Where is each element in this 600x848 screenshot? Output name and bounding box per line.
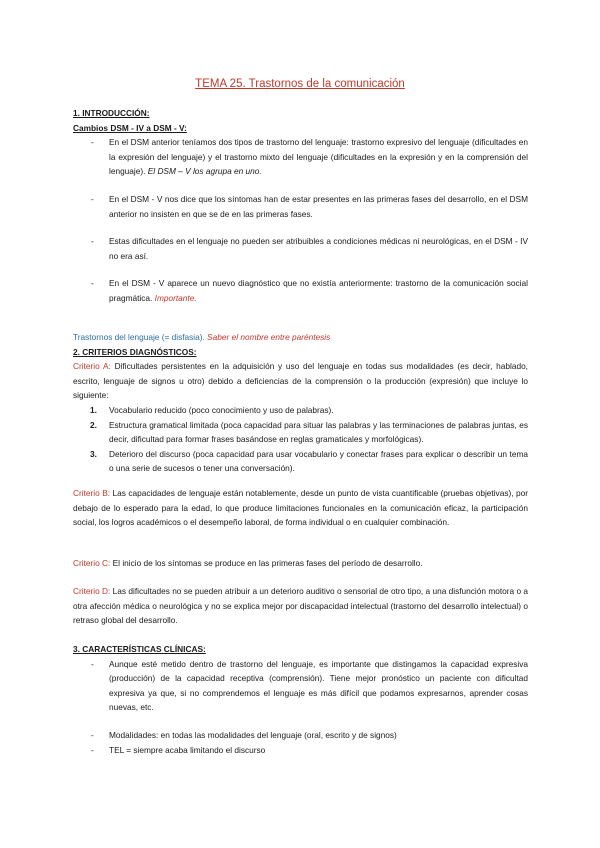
criterio-a: Criterio A: Dificultades persistentes en la adquisición y uso del lenguaje en todas sus modalidades (es decir, hablado, escrito, lenguaje de signos u otro) debido a deficiencias de la comprensión o la producción (expresión) que incluye lo siguiente: — [73, 361, 528, 401]
trastornos-label: Trastornos del lenguaje (= disfasia). — [73, 332, 205, 342]
criterio-a-item: 2. Estructura gramatical limitada (poca capacidad para situar las palabras y las terminaciones de palabras juntas, es decir, dificultad para formar frases basándose en reglas gramaticales y morfológicas). — [90, 419, 528, 445]
intro-item: - En el DSM anterior teníamos dos tipos de trastorno del lenguaje: trastorno expresivo del lenguaje (dificultades en la expresión del lenguaje) y el trastorno mixto del lenguaje (dificultades en la expresión y en la comprensión del lenguaje). El DSM – V los agrupa en uno. — [73, 135, 528, 179]
criterio-b: Criterio B: Las capacidades de lenguaje están notablemente, desde un punto de vista cuantificable (pruebas objetivas), por debajo de lo esperado para la edad, lo que produce limitaciones funcionales en la comunicación eficaz, la participación social, los logros académicos o el desempeño laboral, de forma individual o en cualquier combinación. — [73, 488, 528, 528]
criterio-c-label: Criterio C: — [73, 558, 111, 568]
intro-section — [73, 106, 528, 179]
criterio-c: Criterio C: El inicio de los síntomas se produce en las primeras fases del período de desarrollo. — [73, 558, 423, 568]
intro-item: - Estas dificultades en el lenguaje no pueden ser atribuibles a condiciones médicas ni neurológicas, en el DSM - IV no era así. — [73, 234, 528, 263]
caracteristicas-item: - Aunque esté metido dentro de trastorno del lenguaje, es importante que distingamos la capacidad expresiva (producción) de la capacidad receptiva (comprensión). Tiene mejor pronóstico un paciente con dificultad expresiva ya que, si no comprendemos el lenguaje es más difícil que podamos expresarnos, aprender cosas nuevas, etc. — [73, 657, 528, 715]
intro-item: - En el DSM - V aparece un nuevo diagnóstico que no existía anteriormente: trastorno de la comunicación social pragmática. Importante. — [73, 276, 528, 305]
caracteristicas-item: - Modalidades: en todas las modalidades del lenguaje (oral, escrito y de signos) — [73, 728, 528, 743]
intro-item-note: El DSM – V los agrupa en uno. — [145, 166, 262, 177]
criterio-a-item: 1. Vocabulario reducido (poco conocimiento y uso de palabras). — [90, 404, 334, 415]
criterio-d-label: Criterio D: — [73, 586, 111, 596]
criterio-d: Criterio D: Las dificultades no se pueden atribuir a un deterioro auditivo o sensorial de otro tipo, a una disfunción motora o a otra afección médica o neurológica y no se explica mejor por discapacidad intelectual (trastorno del desarrollo intelectual) o retraso global del desarrollo. — [73, 586, 528, 626]
caracteristicas-section — [73, 642, 528, 715]
intro-heading: 1. INTRODUCCIÓN: — [73, 108, 150, 118]
criterio-b-label: Criterio B: — [73, 488, 111, 498]
intro-list — [73, 135, 528, 179]
criterios-heading: 2. CRITERIOS DIAGNÓSTICOS: — [73, 346, 197, 357]
caracteristicas-item: - TEL = siempre acaba limitando el discurso — [73, 743, 528, 758]
caracteristicas-heading: 3. CARACTERÍSTICAS CLÍNICAS: — [73, 644, 206, 654]
criterios-section — [73, 330, 528, 476]
document-title: TEMA 25. Trastornos de la comunicación — [195, 78, 405, 90]
criterio-a-item: 3. Deterioro del discurso (poca capacidad para usar vocabulario y conectar frases para explicar o describir un tema o una serie de sucesos o tener una conversación). — [90, 448, 528, 474]
important-note: Importante. — [152, 292, 197, 303]
criterio-a-label: Criterio A: — [73, 361, 111, 372]
intro-subheading: Cambios DSM - IV a DSM - V: — [73, 122, 187, 133]
trastornos-line — [73, 330, 528, 345]
criterio-a-list — [73, 403, 528, 476]
intro-item: - En el DSM - V nos dice que los síntomas han de estar presentes en las primeras fases del desarrollo, en el DSM anterior no insisten en que se de en las primeras fases. — [73, 192, 528, 221]
trastornos-note: Saber el nombre entre paréntesis — [204, 332, 331, 342]
